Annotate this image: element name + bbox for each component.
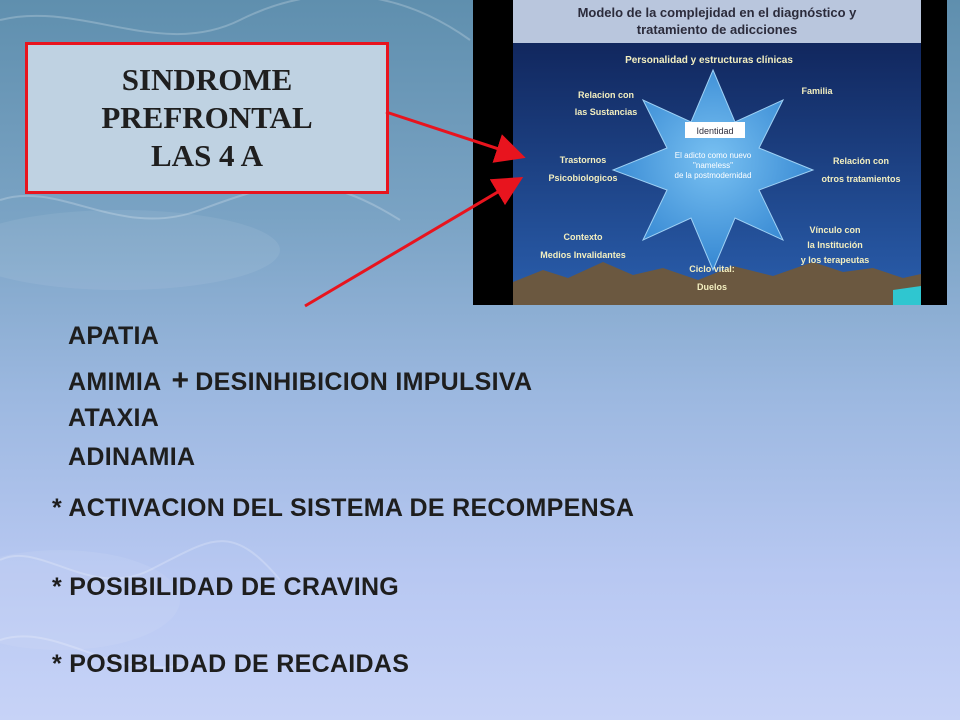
label-trastornos-1: Trastornos xyxy=(559,155,607,165)
symptom-desinhibicion: DESINHIBICION IMPULSIVA xyxy=(195,368,533,396)
center-text-3: de la postmodernidad xyxy=(674,171,752,180)
bullet-craving: * POSIBILIDAD DE CRAVING xyxy=(52,573,400,601)
label-vinculo-3: y los terapeutas xyxy=(800,255,870,265)
symptom-amimia: AMIMIA xyxy=(68,368,162,396)
label-relacion-tratamientos-2: otros tratamientos xyxy=(821,174,901,184)
label-vinculo-2: la Institución xyxy=(807,240,863,250)
addiction-complexity-diagram xyxy=(473,0,947,305)
symptom-apatia: APATIA xyxy=(68,322,160,350)
bullet-recaidas: * POSIBLIDAD DE RECAIDAS xyxy=(52,650,410,678)
bullet-recompensa: * ACTIVACION DEL SISTEMA DE RECOMPENSA xyxy=(52,494,635,522)
title-line-2: PREFRONTAL xyxy=(101,100,313,135)
identity-label: Identidad xyxy=(696,126,734,136)
label-trastornos-2: Psicobiologicos xyxy=(548,173,618,183)
label-contexto-1: Contexto xyxy=(563,232,603,242)
label-vinculo-1: Vínculo con xyxy=(809,225,861,235)
title-line-1: SINDROME xyxy=(121,62,293,97)
label-ciclo-2: Duelos xyxy=(696,282,728,292)
label-contexto-2: Medios Invalidantes xyxy=(540,250,626,260)
symptom-ataxia: ATAXIA xyxy=(68,404,160,432)
diagram-title-2: tratamiento de adicciones xyxy=(636,22,798,37)
syndrome-title-box xyxy=(25,42,389,194)
label-relacion-sustancias-1: Relacion con xyxy=(577,90,635,100)
symptom-row-amimia xyxy=(68,364,532,398)
plus-sign: + xyxy=(171,364,190,397)
label-relacion-tratamientos-1: Relación con xyxy=(832,156,890,166)
label-ciclo-1: Ciclo vital: xyxy=(689,264,735,274)
star-shape xyxy=(613,70,813,270)
center-text-1: El adicto como nuevo xyxy=(674,151,752,160)
title-line-3: LAS 4 A xyxy=(151,138,263,173)
diagram-title-1: Modelo de la complejidad en el diagnóstico y xyxy=(577,5,857,20)
label-familia: Familia xyxy=(801,86,833,96)
symptom-adinamia: ADINAMIA xyxy=(68,443,196,471)
center-text-2: "nameless" xyxy=(693,161,733,170)
label-relacion-sustancias-2: las Sustancias xyxy=(574,107,638,117)
label-personalidad: Personalidad y estructuras clínicas xyxy=(625,55,793,66)
